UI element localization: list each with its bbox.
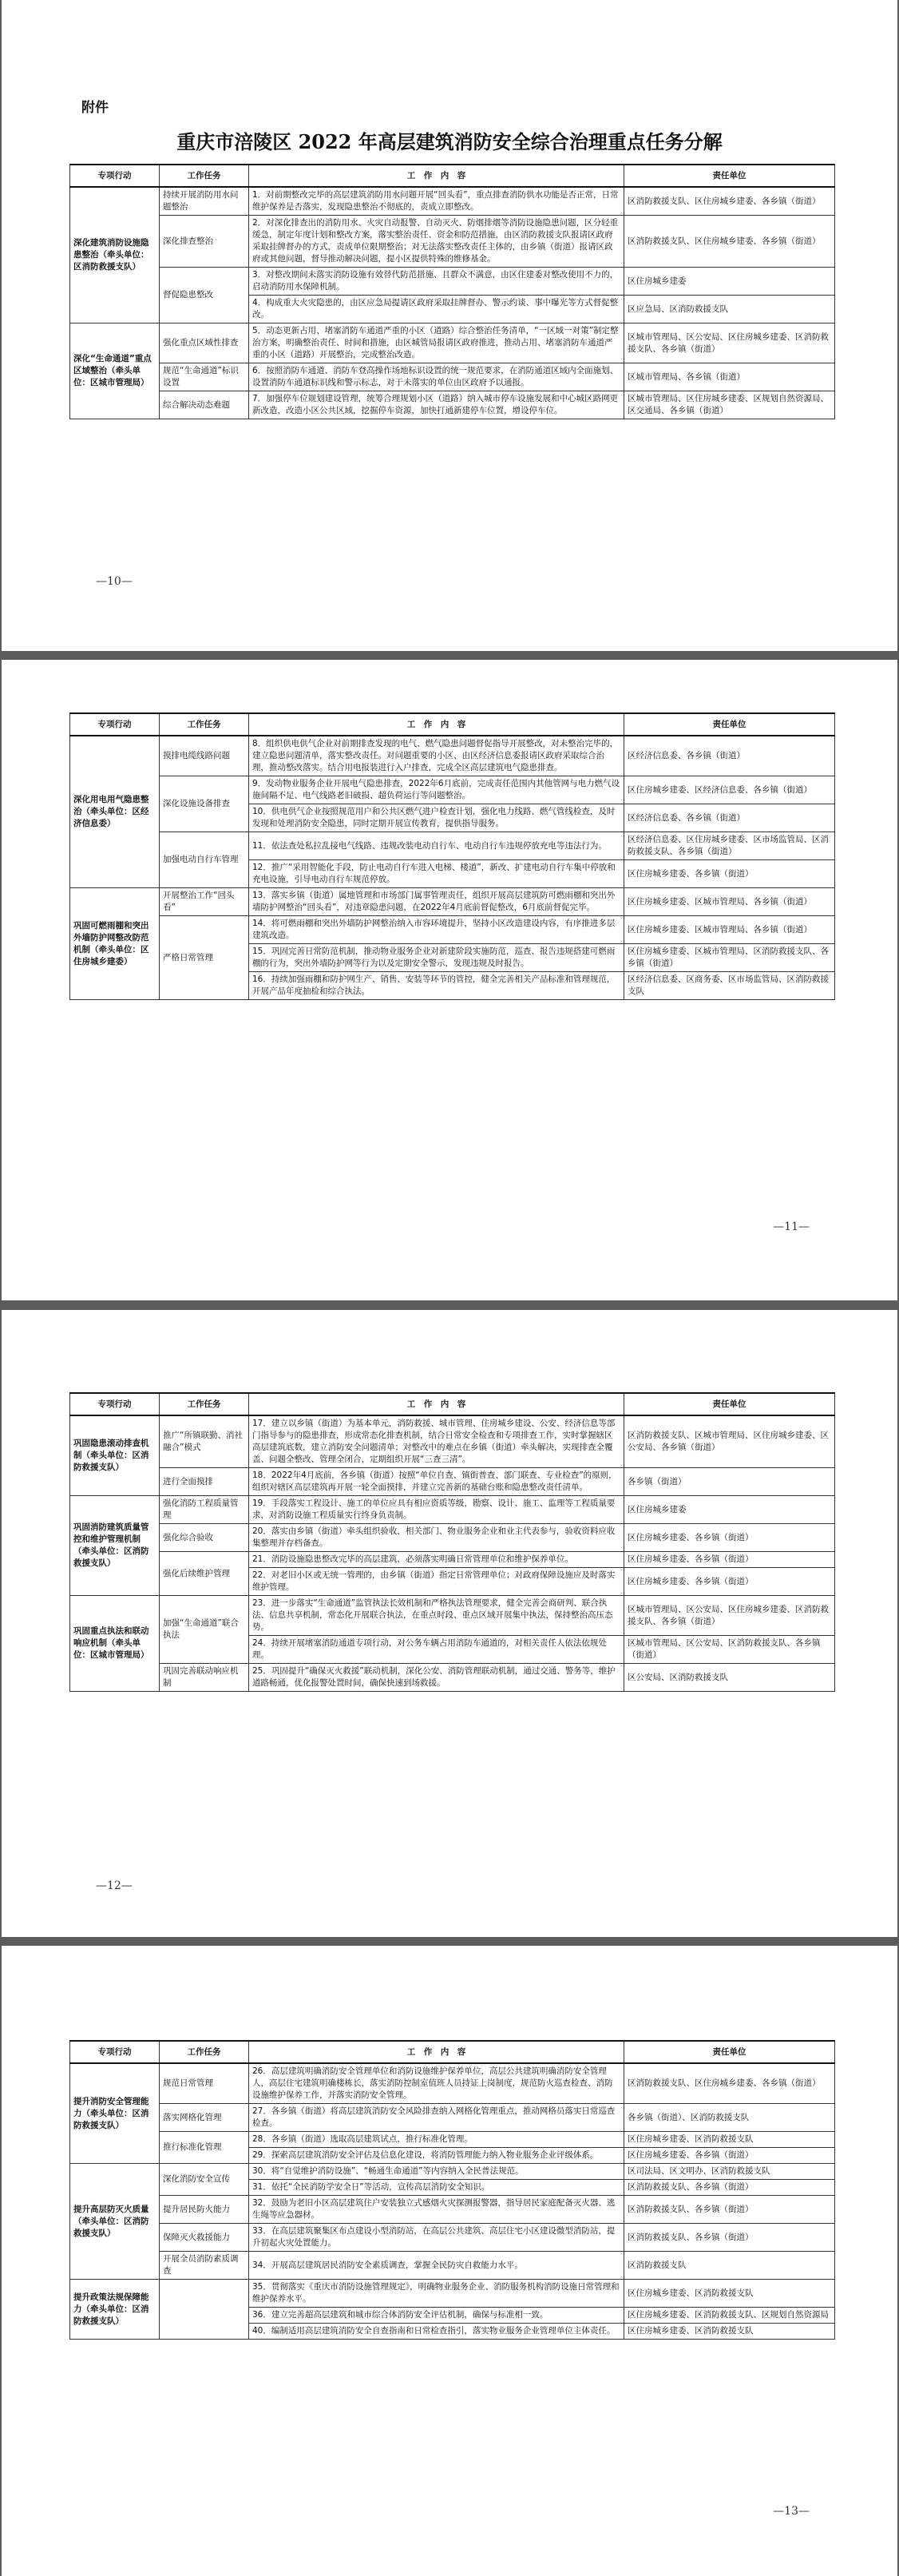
action-cell: 巩固可燃雨棚和突出外墙防护网整改防范机制（牵头单位：区住房城乡建委） [70, 888, 160, 1000]
content-cell: 22．对老旧小区或无统一管理的，由乡镇（街道）指定日常管理单位；对政府保障设施应及时落实维护管理。 [249, 1568, 624, 1596]
table-row [70, 391, 835, 419]
content-cell: 14．将可燃雨棚和突出外墙防护网整治纳入市容环境提升，坚持小区改造建设内容，有序推进多层建筑改造。 [249, 916, 624, 944]
table-row [70, 1596, 835, 1636]
page-number: —10— [96, 575, 133, 588]
table-row [70, 268, 835, 296]
content-cell: 33．在高层建筑聚集区布点建设小型消防站，在高层公共建筑、高层住宅小区建设微型消防站，提升初起火灾处置能力。 [249, 2224, 624, 2252]
unit-cell: 区住房城乡建委、各乡镇（街道） [624, 1568, 835, 1596]
task-table [69, 712, 835, 1000]
task-table [69, 2040, 835, 2340]
unit-cell: 区消防救援支队、区住房城乡建委、各乡镇（街道） [624, 2063, 835, 2104]
content-cell: 3．对整改期间未落实消防设施有效替代防范措施、且群众不满意，由区住建委对整改使用不力的，启动消防用水保障机制。 [249, 268, 624, 296]
unit-cell: 区住房城乡建委 [624, 268, 835, 296]
content-cell: 15．巩固完善日常防范机制，推动物业服务企业对新建阶段实施防范，巡查、报告违规搭建可燃雨棚的行为，突出外墙防护网等行为以及定期安全警示，发现违规及时报告。 [249, 944, 624, 972]
unit-cell: 区经济信息委、各乡镇（街道） [624, 804, 835, 832]
unit-cell: 区消防救援支队、区住房城乡建委、各乡镇（街道） [624, 216, 835, 268]
unit-cell: 区住房城乡建委、区经济信息委、各乡镇（街道） [624, 776, 835, 804]
column-header: 工 作 内 容 [249, 713, 624, 736]
task-cell: 巩固完善联动响应机制 [160, 1664, 249, 1692]
content-cell: 27．各乡镇（街道）将高层建筑消防安全风险排查纳入网格化管理重点，推动网格员落实日常巡查检查。 [249, 2104, 624, 2132]
task-cell: 深化排查整治 [160, 216, 249, 268]
document-page [2, 1310, 897, 1937]
attachment-label: 附件 [81, 100, 109, 116]
content-cell: 1．对前期整改完毕的高层建筑消防用水问题开展“回头看”，重点排查消防供水功能是否正常，日常维护保养是否落实，发现隐患整治不彻底的，责成立即整改。 [249, 187, 624, 216]
column-header: 工 作 内 容 [249, 2041, 624, 2063]
table-row [70, 1524, 835, 1552]
content-cell: 11．依法查处私拉乱接电气线路、违规改装电动自行车、电动自行车违规停放充电等违法行为。 [249, 832, 624, 860]
table-header [70, 1393, 835, 1415]
unit-cell: 区住房城乡建委、区城市管理局、各乡镇（街道） [624, 916, 835, 944]
task-cell: 保障灭火救援能力 [160, 2224, 249, 2252]
page-number: —13— [773, 2505, 810, 2518]
unit-cell: 各乡镇（街道）、区消防救援支队 [624, 2104, 835, 2132]
unit-cell: 区应急局、区消防救援支队 [624, 296, 835, 323]
content-cell: 18．2022年4月底前，各乡镇（街道）按照“单位自查、镇街普查、部门联查、专业检查”的原则，组织对辖区高层建筑再开展一轮全面摸排，并建立完善新的基础台账和隐患整改责任清单。 [249, 1468, 624, 1496]
unit-cell: 区经济信息委、区商务委、区市场监管局、区消防救援支队 [624, 972, 835, 1000]
column-header: 责任单位 [624, 2041, 835, 2063]
unit-cell: 区消防救援支队、各乡镇（街道） [624, 2196, 835, 2224]
column-header: 工作任务 [160, 713, 249, 736]
unit-cell: 区消防救援支队 [624, 2252, 835, 2280]
action-cell: 深化建筑消防设施隐患整治（牵头单位：区消防救援支队） [70, 187, 160, 323]
unit-cell: 区住房城乡建委、区消防救援支队 [624, 2280, 835, 2308]
task-cell: 提升居民防火能力 [160, 2196, 249, 2224]
table-row [70, 323, 835, 363]
content-cell: 21．消防设施隐患整改完毕的高层建筑，必须落实明确日常管理单位和维护保养单位。 [249, 1552, 624, 1568]
table-row [70, 736, 835, 776]
content-cell: 30．将“自觉维护消防设施”、“畅通生命通道”等内容纳入全民普法规范。 [249, 2164, 624, 2180]
content-cell: 16．持续加强雨棚和防护网生产、销售、安装等环节的管控，健全完善相关产品标准和管理规范，开展产品年度抽检和综合执法。 [249, 972, 624, 1000]
content-cell: 34．开展高层建筑居民消防安全素质调查，掌握全民防灾自救能力水平。 [249, 2252, 624, 2280]
content-cell: 36．建立完善超高层建筑和城市综合体消防安全评估机制，确保与标准相一致。 [249, 2308, 624, 2324]
unit-cell: 区住房城乡建委、各乡镇（街道） [624, 860, 835, 888]
content-cell: 8．组织供电供气企业对前期排查发现的电气、燃气隐患问题督促指导开展整改，对未整治完毕的，建立隐患问题清单，落实整改责任。对问题重要的小区、由区经济信息委报请区政府采取综合治理，推动整改落实。结合用电报装进行入户排查，完成全区高层建筑电气隐患排查。 [249, 736, 624, 776]
task-cell: 强化后续维护管理 [160, 1552, 249, 1596]
task-cell: 规范“生命通道”标识设置 [160, 363, 249, 391]
task-cell: 持续开展消防用水问题整治 [160, 187, 249, 216]
table-row [70, 2224, 835, 2252]
action-cell: 深化用电用气隐患整治（牵头单位：区经济信息委） [70, 736, 160, 888]
unit-cell: 区消防救援支队、区住房城乡建委、各乡镇（街道） [624, 187, 835, 216]
task-cell: 加强电动自行车管理 [160, 832, 249, 888]
task-cell: 加强“生命通道”联合执法 [160, 1596, 249, 1664]
task-cell: 深化消防安全宣传 [160, 2164, 249, 2196]
table-header [70, 165, 835, 187]
column-header: 责任单位 [624, 165, 835, 187]
content-cell: 6．按照消防车通道、消防车登高操作场地标识设置的统一规范要求，在消防通道区域内全面施划、设置消防车通道标识线和警示标志，对于未落实的单位由区政府予以通报。 [249, 363, 624, 391]
content-cell: 23．进一步落实“生命通道”监管执法长效机制和严格执法管理要求，健全完善会商研判、联合执法、信息共享机制，常态化开展联合执法，在重点时段、重点区域开展集中执法，保持整治高压态势。 [249, 1596, 624, 1636]
action-cell: 提升高层防灭火质量（牵头单位：区消防救援支队） [70, 2164, 160, 2280]
header-row [70, 2041, 835, 2063]
table-row [70, 1664, 835, 1692]
task-cell: 开展整治工作“回头看” [160, 888, 249, 916]
content-cell: 26．高层建筑明确消防安全管理单位和消防设施维护保养单位，高层公共建筑明确消防安全管理人，高层住宅建筑明确楼栋长，落实消防控制室值班人员持证上岗制度，规范防火巡查检查、消防设施维护保养工作，并落实消防安全管理。 [249, 2063, 624, 2104]
task-table [69, 1392, 835, 1692]
task-cell: 综合解决动态难题 [160, 391, 249, 419]
content-cell: 40．编制适用高层建筑消防安全自查指南和日常检查指引，落实物业服务企业管理单位主体责任。 [249, 2324, 624, 2340]
task-cell: 严格日常管理 [160, 916, 249, 1000]
content-cell: 13．落实乡镇（街道）属地管理和市场部门属事管理责任，组织开展高层建筑防可燃雨棚和突出外墙防护网整治“回头看”，对违章隐患问题，在2022年4月底前督促整改，6月底前督促完毕。 [249, 888, 624, 916]
content-cell: 7．加强停车位规划建设管理，统筹合理规划小区（道路）纳入城市停车设施发展和中心城区路网更新改造，改造小区公共区域，挖掘停车资源，加快打通新建停车位置，增设停车位。 [249, 391, 624, 419]
content-cell: 28．各乡镇（街道）选取高层建筑试点，推行标准化管理。 [249, 2132, 624, 2148]
task-cell: 深化设施设备排查 [160, 776, 249, 832]
action-cell: 提升消防安全管理能力（牵头单位：区消防救援支队） [70, 2063, 160, 2164]
action-cell: 巩固消防建筑质量管控和维护管理机制（牵头单位：区消防救援支队） [70, 1496, 160, 1596]
table-row [70, 2164, 835, 2180]
task-cell: 推行标准化管理 [160, 2132, 249, 2164]
table-row [70, 1552, 835, 1568]
document-page [2, 0, 897, 651]
content-cell: 31．依托“全民消防学安全日”等活动，宣传高层消防安全知识。 [249, 2180, 624, 2196]
task-cell: 进行全面摸排 [160, 1468, 249, 1496]
header-row [70, 1393, 835, 1415]
column-header: 专项行动 [70, 2041, 160, 2063]
column-header: 责任单位 [624, 713, 835, 736]
table-row [70, 2196, 835, 2224]
action-cell: 巩固重点执法和联动响应机制（牵头单位：区城市管理局） [70, 1596, 160, 1692]
table-row [70, 2280, 835, 2308]
unit-cell: 区住房城乡建委、各乡镇（街道） [624, 1552, 835, 1568]
unit-cell: 区公安局、区消防救援支队 [624, 1664, 835, 1692]
content-cell: 5．动态更新占用、堵塞消防车通道严重的小区（道路）综合整治任务清单，“一区域一对策”制定整治方案，明确整治责任、时间和措施，由区城管局报请区政府推进，推动占用、堵塞消防车通道严重的小区（道路）开展整治，完成整治改造。 [249, 323, 624, 363]
table-row [70, 916, 835, 944]
content-cell: 20．落实由乡镇（街道）牵头组织验收，相关部门、物业服务企业和业主代表参与，验收资料应收集整理并存档备查。 [249, 1524, 624, 1552]
content-cell: 29．探索高层建筑消防安全评估及信息化建设，将消防管理能力纳入物业服务企业评级体系。 [249, 2148, 624, 2164]
table-row [70, 2252, 835, 2280]
unit-cell: 各乡镇（街道） [624, 1468, 835, 1496]
table-row [70, 1415, 835, 1468]
content-cell: 4．构成重大火灾隐患的，由区应急局提请区政府采取挂牌督办、警示约谈、事中曝光等方式督促整改。 [249, 296, 624, 323]
unit-cell: 区住房城乡建委、区消防救援支队、区规划自然资源局 [624, 2308, 835, 2324]
column-header: 工作任务 [160, 1393, 249, 1415]
table-row [70, 2104, 835, 2132]
action-cell: 提升政策法规保障能力（牵头单位：区消防救援支队） [70, 2280, 160, 2340]
unit-cell: 区司法局、区文明办、区消防救援支队 [624, 2164, 835, 2180]
content-cell: 2．对深化排查出的消防用水、火灾自动报警、自动灭火、防烟排烟等消防设施隐患问题，区分轻重缓急，制定年度计划和整改方案，落实整治责任、资金和防范措施，由区消防救援支队报请区政府采取挂牌督办的方式，责成单位限期整治；对无法落实整改责任主体的，由乡镇（街道）报请区政府或其他问题，督导推动解决问题，提小区提供特殊的维修基金。 [249, 216, 624, 268]
unit-cell: 区住房城乡建委、区消防救援支队 [624, 2324, 835, 2340]
column-header: 工作任务 [160, 165, 249, 187]
column-header: 工 作 内 容 [249, 165, 624, 187]
table-row [70, 2063, 835, 2104]
content-cell: 19．手段落实工程设计、施工的单位应具有相应资质等级，勘察、设计、施工、监理等工程质量要求，对消防设施工程质量实行终身负责制。 [249, 1496, 624, 1524]
action-cell: 巩固隐患滚动排查机制（牵头单位：区消防救援支队） [70, 1415, 160, 1496]
document-title: 重庆市涪陵区 2022 年高层建筑消防安全综合治理重点任务分解 [176, 130, 723, 153]
content-cell: 24．持续开展堵塞消防通道专项行动，对公务车辆占用消防车通道的，对相关责任人依法依规处理。 [249, 1636, 624, 1664]
task-cell: 落实网格化管理 [160, 2104, 249, 2132]
unit-cell: 区住房城乡建委、区城市管理局、区消防救援支队、各乡镇（街道） [624, 944, 835, 972]
table-row [70, 187, 835, 216]
task-cell: 开展全员消防素质调查 [160, 2252, 249, 2280]
content-cell: 32．鼓励为老旧小区高层建筑住户安装独立式感烟火灾探测报警器，指导居民家庭配备灭火器、逃生绳等应急器材。 [249, 2196, 624, 2224]
task-cell: 推广“所镇联勤、消社融合”模式 [160, 1415, 249, 1468]
unit-cell: 区住房城乡建委、各乡镇（街道） [624, 1524, 835, 1552]
unit-cell: 区城市管理局、各乡镇（街道） [624, 363, 835, 391]
table-row [70, 1496, 835, 1524]
header-row [70, 713, 835, 736]
task-table [69, 164, 835, 419]
unit-cell: 区城市管理局、区公安局、区住房城乡建委、区消防救援支队、各乡镇（街道） [624, 1596, 835, 1636]
table-row [70, 216, 835, 268]
content-cell: 17．建立以乡镇（街道）为基本单元，消防救援、城市管理、住房城乡建设、公安、经济信息等部门指导参与的隐患排查，形成常态化排查机制，结合日常安全检查和专项排查工作，实时掌握辖区高层建筑底数，建立消防安全问题清单；对整改中的难点在乡镇（街道）牵头解决，实现排查全覆盖、问题全整改、管理全闭合，定期组织开展“三查三清”。 [249, 1415, 624, 1468]
content-cell: 35．贯彻落实《重庆市消防设施管理规定》，明确物业服务企业、消防服务机构消防设施日常管理和维护保养水平。 [249, 2280, 624, 2308]
column-header: 专项行动 [70, 1393, 160, 1415]
unit-cell: 区城市管理局、区公安局、区消防救援支队、各乡镇（街道） [624, 1636, 835, 1664]
table-row [70, 1468, 835, 1496]
content-cell: 25．巩固提升“确保灭火救援”联动机制，深化公安、消防管理联动机制，通过交通、警务等，维护道路畅通，优化报警处置时间，确保快速到场救援。 [249, 1664, 624, 1692]
unit-cell: 区城市管理局、区公安局、区住房城乡建委、区消防救援支队、各乡镇（街道） [624, 323, 835, 363]
task-cell: 强化重点区域性排查 [160, 323, 249, 363]
task-cell: 强化综合验收 [160, 1524, 249, 1552]
header-row [70, 165, 835, 187]
column-header: 专项行动 [70, 713, 160, 736]
task-cell: 督促隐患整改 [160, 268, 249, 323]
table-row [70, 363, 835, 391]
column-header: 工作任务 [160, 2041, 249, 2063]
unit-cell: 区住房城乡建委、区城市管理局、各乡镇（街道） [624, 888, 835, 916]
task-cell: 强化消防工程质量管理 [160, 1496, 249, 1524]
task-cell: 摸排电缆线路问题 [160, 736, 249, 776]
column-header: 责任单位 [624, 1393, 835, 1415]
table-header [70, 2041, 835, 2063]
unit-cell: 区城市管理局、区住房城乡建委、区规划自然资源局、区交通局、各乡镇（街道） [624, 391, 835, 419]
table-header [70, 713, 835, 736]
task-cell: 规范日常管理 [160, 2063, 249, 2104]
unit-cell: 区消防救援支队、各乡镇（街道） [624, 2180, 835, 2196]
column-header: 工 作 内 容 [249, 1393, 624, 1415]
document-page [2, 660, 897, 1300]
content-cell: 10．供电供气企业按照规范用户和公共区燃气进户检查计划，强化电力线路、燃气管线检查，及时发现和处理消防安全隐患，同时定期开展宣传教育，提供指导服务。 [249, 804, 624, 832]
content-cell: 12．推广“采用智能化手段，防止电动自行车进入电梯、楼道”，新改、扩建电动自行车集中停放和充电设施，引导电动自行车规范停放。 [249, 860, 624, 888]
unit-cell: 区住房城乡建委 [624, 1496, 835, 1524]
unit-cell: 区经济信息委、区住房城乡建委、区市场监管局、区消防救援支队、各乡镇（街道） [624, 832, 835, 860]
document-page [2, 1946, 897, 2576]
unit-cell: 区消防救援支队、区城市管理局、区住房城乡建委、区公安局、各乡镇（街道） [624, 1415, 835, 1468]
table-row [70, 888, 835, 916]
content-cell: 9．发动物业服务企业开展电气隐患排查，2022年6月底前，完成责任范围内其他管网与电力燃气设施间隔不足、电气线路老旧破损、超负荷运行等问题整治。 [249, 776, 624, 804]
page-number: —11— [773, 1221, 810, 1233]
page-number: —12— [96, 1879, 133, 1892]
table-row [70, 2132, 835, 2148]
table-row [70, 776, 835, 804]
unit-cell: 区消防救援支队、各乡镇（街道） [624, 2224, 835, 2252]
table-row [70, 832, 835, 860]
action-cell: 深化“生命通道”重点区域整治（牵头单位：区城市管理局） [70, 323, 160, 419]
unit-cell: 区住房城乡建委、区消防救援支队 [624, 2132, 835, 2148]
unit-cell: 区经济信息委、各乡镇（街道） [624, 736, 835, 776]
column-header: 专项行动 [70, 165, 160, 187]
unit-cell: 区住房城乡建委、各乡镇（街道） [624, 2148, 835, 2164]
task-cell [160, 2280, 249, 2340]
